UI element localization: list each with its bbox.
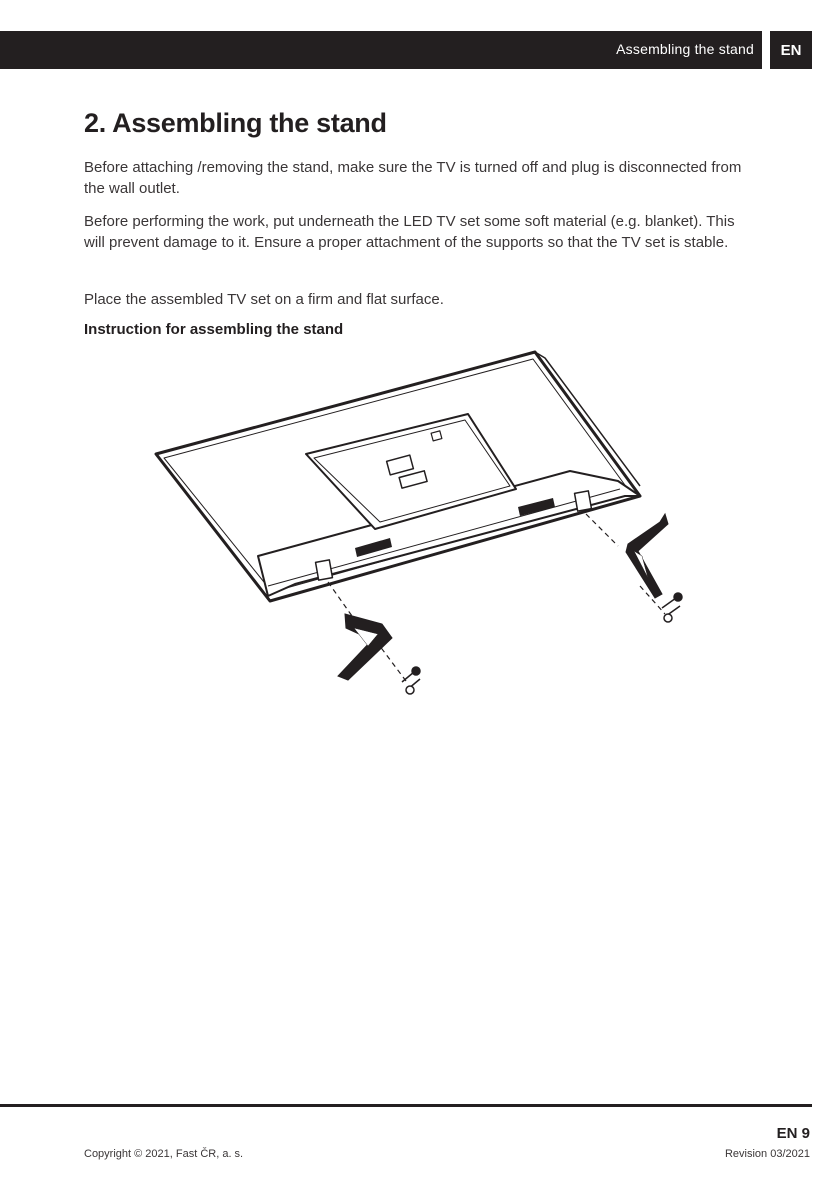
instruction-subheading: Instruction for assembling the stand xyxy=(84,321,344,338)
page-title: 2. Assembling the stand xyxy=(84,108,387,138)
revision-text: Revision 03/2021 xyxy=(724,1148,810,1160)
header-section-label: Assembling the stand xyxy=(616,41,754,57)
socket-right xyxy=(575,491,592,511)
page-number: EN 9 xyxy=(776,1125,810,1142)
language-badge: EN xyxy=(770,31,812,69)
copyright-text: Copyright © 2021, Fast ČR, a. s. xyxy=(84,1148,244,1160)
screw-left xyxy=(402,667,420,694)
stand-foot-left xyxy=(338,614,392,680)
header-bar xyxy=(0,31,762,69)
socket-left xyxy=(316,560,333,580)
paragraph-soft-material: Before performing the work, put underneath the LED TV set some soft material (e.g. blanket). This will prevent damage to it. Ensure a proper attachment of the supports so that the TV set is stable. xyxy=(84,213,735,251)
paragraph-power-off: Before attaching /removing the stand, make sure the TV is turned off and plug is disconnected from the wall outlet. xyxy=(84,159,742,197)
stand-assembly-illustration xyxy=(150,346,710,706)
stand-foot-right xyxy=(626,514,668,598)
footer-rule xyxy=(0,1104,812,1107)
screw-right xyxy=(662,593,682,622)
paragraph-flat-surface: Place the assembled TV set on a firm and flat surface. xyxy=(84,291,444,308)
